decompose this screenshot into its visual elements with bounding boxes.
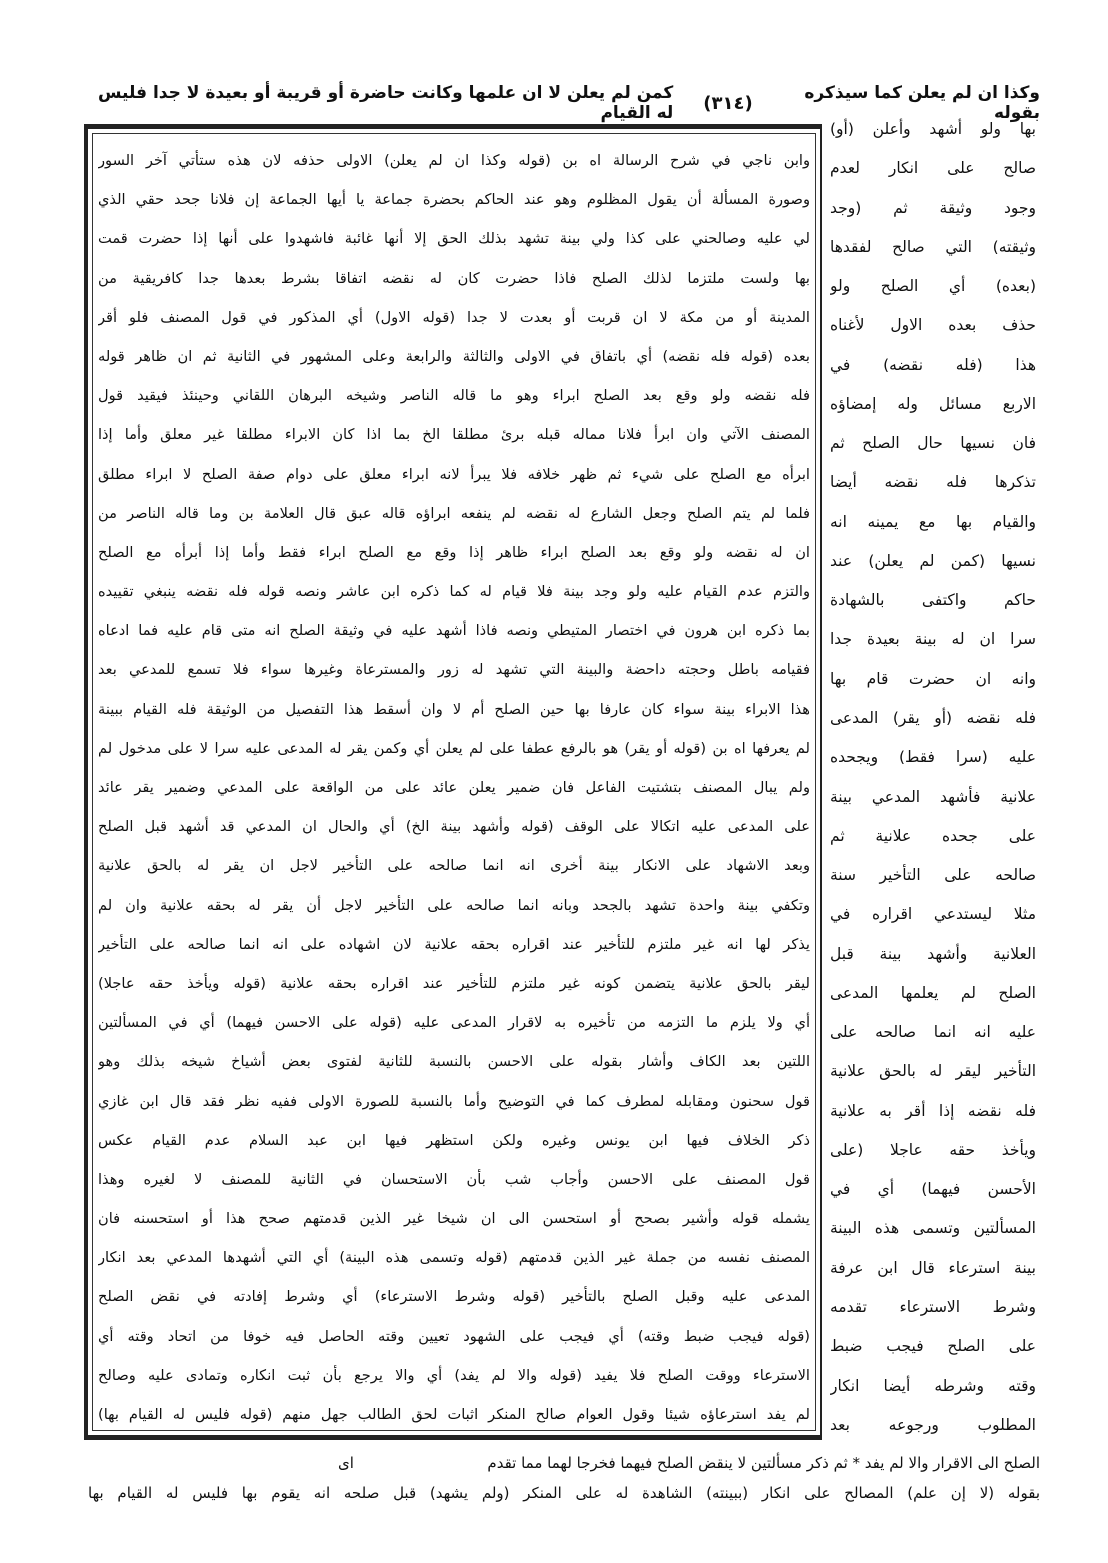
text-line: اللتين بعد الكاف وأشار بقوله على الاحسن بالنسبة للثانية لفتوى بعض أشياخ شيخه بذلك وهو <box>98 1053 810 1071</box>
text-line: فلما لم يتم الصلح وجعل الشارع له نقضه لم ينفعه ابراؤه قاله عبق قال العلامة بن وما قاله الناصر من <box>98 504 810 522</box>
margin-line: سرا ان له بينة بعيدة جدا <box>830 630 1036 649</box>
text-line: ان له نقضه ولو وقع بعد الصلح ابراء ظاهر إذا وقع مع الصلح ابراء فقط وأما إذا أبرأه مع الصلح <box>98 543 810 561</box>
margin-line: وثيقته) التي صالح لفقدها <box>830 237 1036 256</box>
text-line: يذكر لها انه غير ملتزم للتأخير عند اقراره بحقه علانية لان اشهاده على انه انما صالحه على التأخير <box>98 935 810 953</box>
margin-line: الصلح لم يعلمها المدعى <box>830 983 1036 1002</box>
text-line: يشمله قوله وأشير بصحح أو استحسن الى ان شيخا غير الذين قدمتهم صحح هذا أو استحسنه فان <box>98 1210 810 1228</box>
text-line: لم يفد استرعاؤه شيئا وقول العوام صالح المنكر اثبات لحق الطالب جهل منهم (قوله فليس له القيام بها) <box>98 1406 810 1423</box>
text-line: وصورة المسألة أن يقول المظلوم وهو عند الحاكم بحضرة جماعة يا أيها الجماعة إن فلانا جحد حقي الذي <box>98 191 810 209</box>
margin-line: ويأخذ حقه عاجلا (على <box>830 1140 1036 1159</box>
margin-line: عليه انه انما صالحه على <box>830 1023 1036 1042</box>
margin-line: المسألتين وتسمى هذه البينة <box>830 1219 1036 1238</box>
margin-line: بها ولو أشهد وأعلن (أو) <box>830 120 1036 138</box>
text-line: وتكفي بينة واحدة تشهد بالجحد وبانه انما صالحه على التأخير لاجل أن يقر له بحقه علانية وان لم <box>98 896 810 914</box>
page-number: (٣١٤) <box>703 92 753 114</box>
main-commentary <box>98 146 810 1430</box>
text-line: على المدعى عليه اتكالا على الوقف (قوله وأشهد بينة الخ) أي والحال ان المدعي قد أشهد قبل الصلح <box>98 818 810 836</box>
header-left-text: كمن لم يعلن لا ان علمها وكانت حاضرة أو قريبة أو بعيدة لا جدا فليس له القيام <box>97 83 674 123</box>
text-line: ليقر بالحق علانية يتضمن كونه غير ملتزم للتأخير عند اقراره بحقه علانية (قوله ويأخذ حقه عاجلا) <box>98 974 810 992</box>
footer-line-1-text: الصلح الى الاقرار والا لم يفد * ثم ذكر مسألتين لا ينقض الصلح فيهما فخرجا لهما مما تقدم <box>487 1454 1040 1472</box>
margin-line: التأخير ليقر له بالحق علانية <box>830 1062 1036 1081</box>
margin-line: وجود وثيقة ثم (وجد <box>830 198 1036 217</box>
text-line: المدينة أو من مكة لا ان قربت أو بعدت لا جدا (قوله الاول) أي المذكور في قول المصنف فلو أقر <box>98 308 810 326</box>
margin-line: المطلوب ورجوعه بعد <box>830 1415 1036 1434</box>
margin-line: علانية فأشهد المدعي بينة <box>830 787 1036 806</box>
text-line: المصنف نفسه من جملة غير الذين قدمتهم (قوله وتسمى هذه البينة) أي التي أشهدها المدعي بعد انكار <box>98 1249 810 1267</box>
text-line: الاسترعاء ووقت الصلح فلا يفيد (قوله والا لم يفد) أي والا يرجع بأن ثبت انكاره وتمادى عليه وصالح <box>98 1366 810 1384</box>
text-line: وابن ناجي في شرح الرسالة اه بن (قوله وكذا ان لم يعلن) الاولى حذفه لان هذه ستأتي آخر السور <box>98 152 810 169</box>
text-line: المدعى عليه وقبل الصلح بالتأخير (قوله وشرط الاسترعاء) أي وشرط إفادته في نقض الصلح <box>98 1288 810 1306</box>
margin-text <box>830 114 1036 1440</box>
margin-line: حذف بعده الاول لأغناه <box>830 316 1036 335</box>
footer-text <box>88 1448 1040 1508</box>
text-line: ذكر الخلاف فيها ابن يونس وغيره ولكن استظهر فيها ابن عبد السلام عدم القيام عكس <box>98 1131 810 1149</box>
margin-line: والقيام بها مع يمينه انه <box>830 512 1036 531</box>
footer-line-2: بقوله (لا إن علم) المصالح على انكار (ببينته) الشاهدة له على المنكر (ولم يشهد) قبل صلحه انه يقوم بها فليس له القيام بها <box>88 1484 1040 1502</box>
text-line: بما ذكره ابن هرون في اختصار المتيطي ونصه فاذا أشهد عليه في وثيقة الصلح انه متى قام عليه فما ادعاه <box>98 622 810 640</box>
text-line: وبعد الاشهاد على الانكار بينة أخرى انه انما صالحه على التأخير لاجل ان يقر له بالحق علانية <box>98 857 810 875</box>
margin-line: وقته وشرطه أيضا انكار <box>830 1376 1036 1395</box>
margin-line: مثلا ليستدعي اقراره في <box>830 905 1036 924</box>
text-line: لي عليه وصالحني على كذا ولي بينة تشهد بذلك الحق إلا أنها غائبة فاشهدوا على أنها إذا حضرت قمت <box>98 230 810 248</box>
margin-line: وانه ان حضرت قام بها <box>830 669 1036 688</box>
text-line: أي ولا يلزم ما التزمه من تأخيره به لاقرار المدعى عليه (قوله على الاحسن فيهما) أي في المسألتين <box>98 1014 810 1032</box>
footer-line-1-end: اى <box>338 1454 354 1472</box>
text-line: بها ولست ملتزما لذلك الصلح فاذا حضرت كان له نقضه اتفاقا بشرط بعدها جدا كافريقية من <box>98 269 810 287</box>
margin-line: فله نقضه إذا أقر به علانية <box>830 1101 1036 1120</box>
footer-line-1 <box>88 1448 1040 1478</box>
margin-line: حاكم واكتفى بالشهادة <box>830 591 1036 610</box>
text-line: لم يعرفها اه بن (قوله أو يقر) هو بالرفع عطفا على لم يعلن أي وكمن يقر له المدعى عليه سرا لا على مدخول لم <box>98 739 810 757</box>
margin-line: صالحه على التأخير سنة <box>830 866 1036 885</box>
margin-line: على الصلح فيجب ضبط <box>830 1337 1036 1356</box>
text-line: هذا الابراء بينة سواء كان عارفا بها حين الصلح أم لا وان أسقط هذا التفصيل من الوثيقة فله القيام ببينة <box>98 700 810 718</box>
text-line: قول سحنون ومقابله لمطرف كما في التوضيح وأما بالنسبة للصورة الاولى ففيه نظر فقد قال ابن غازي <box>98 1092 810 1110</box>
header-right-text: وكذا ان لم يعلن كما سيذكره بقوله <box>804 83 1040 123</box>
margin-line: الاربع مسائل وله إمضاؤه <box>830 394 1036 413</box>
margin-line: الأحسن فيهما) أي في <box>830 1180 1036 1199</box>
text-line: ابرأه مع الصلح على شيء ثم ظهر خلافه فلا يبرأ لانه ابراء معلق على دوام صفة الصلح لا ابراء مطلق <box>98 465 810 483</box>
text-line: قول المصنف على الاحسن وأجاب شب بأن الاستحسان في الثانية للمصنف لا لغيره وهذا <box>98 1170 810 1188</box>
text-line: فقيامه باطل وحجته داحضة والبينة التي تشهد له زور والمسترعاة وغيرها سواء فلا تسمع للمدعي بعد <box>98 661 810 679</box>
margin-line: (بعده) أي الصلح ولو <box>830 277 1036 296</box>
margin-line: تذكرها فله نقضه أيضا <box>830 473 1036 492</box>
margin-line: بينة استرعاء قال ابن عرفة <box>830 1258 1036 1277</box>
margin-line: وشرط الاسترعاء تقدمه <box>830 1297 1036 1316</box>
text-line: المصنف الآتي وان ابرأ فلانا مماله قبله برئ مطلقا الخ بما اذا كان الابراء مطلقا غير معلق وأما إذا <box>98 426 810 444</box>
margin-line: صالح على انكار لعدم <box>830 159 1036 178</box>
text-line: والتزم عدم القيام عليه ولو وجد بينة فلا قيام له كما ذكره ابن عاشر ونصه قوله فله نقضه ينبغي تقييده <box>98 583 810 601</box>
text-line: بعده (قوله فله نقضه) أي باتفاق في الاولى والثالثة والرابعة وعلى المشهور في الثانية ثم ان ظاهر قوله <box>98 347 810 365</box>
margin-line: على جحده علانية ثم <box>830 826 1036 845</box>
margin-line: نسيها (كمن لم يعلن) عند <box>830 551 1036 570</box>
margin-line: العلانية وأشهد بينة قبل <box>830 944 1036 963</box>
text-line: فله نقضه ولو وقع بعد الصلح ابراء وهو ما قاله الناصر وشيخه البرهان اللقاني وحينئذ فيقيد قول <box>98 387 810 405</box>
margin-line: عليه (سرا فقط) ويجحده <box>830 748 1036 767</box>
margin-line: فله نقضه (أو يقر) المدعى <box>830 708 1036 727</box>
margin-line: هذا (فله نقضه) في <box>830 355 1036 374</box>
text-line: ولم يبال المصنف بتشتيت الفاعل فان ضمير يعلن عائد على من الواقعة على المدعي وضمير يقر عائد <box>98 779 810 796</box>
text-line: (قوله فيجب ضبط وقته) أي فيجب على الشهود تعيين وقته الحاصل فيه خوفا من اتحاد وقته أي <box>98 1327 810 1345</box>
margin-line: فان نسيها حال الصلح ثم <box>830 434 1036 453</box>
